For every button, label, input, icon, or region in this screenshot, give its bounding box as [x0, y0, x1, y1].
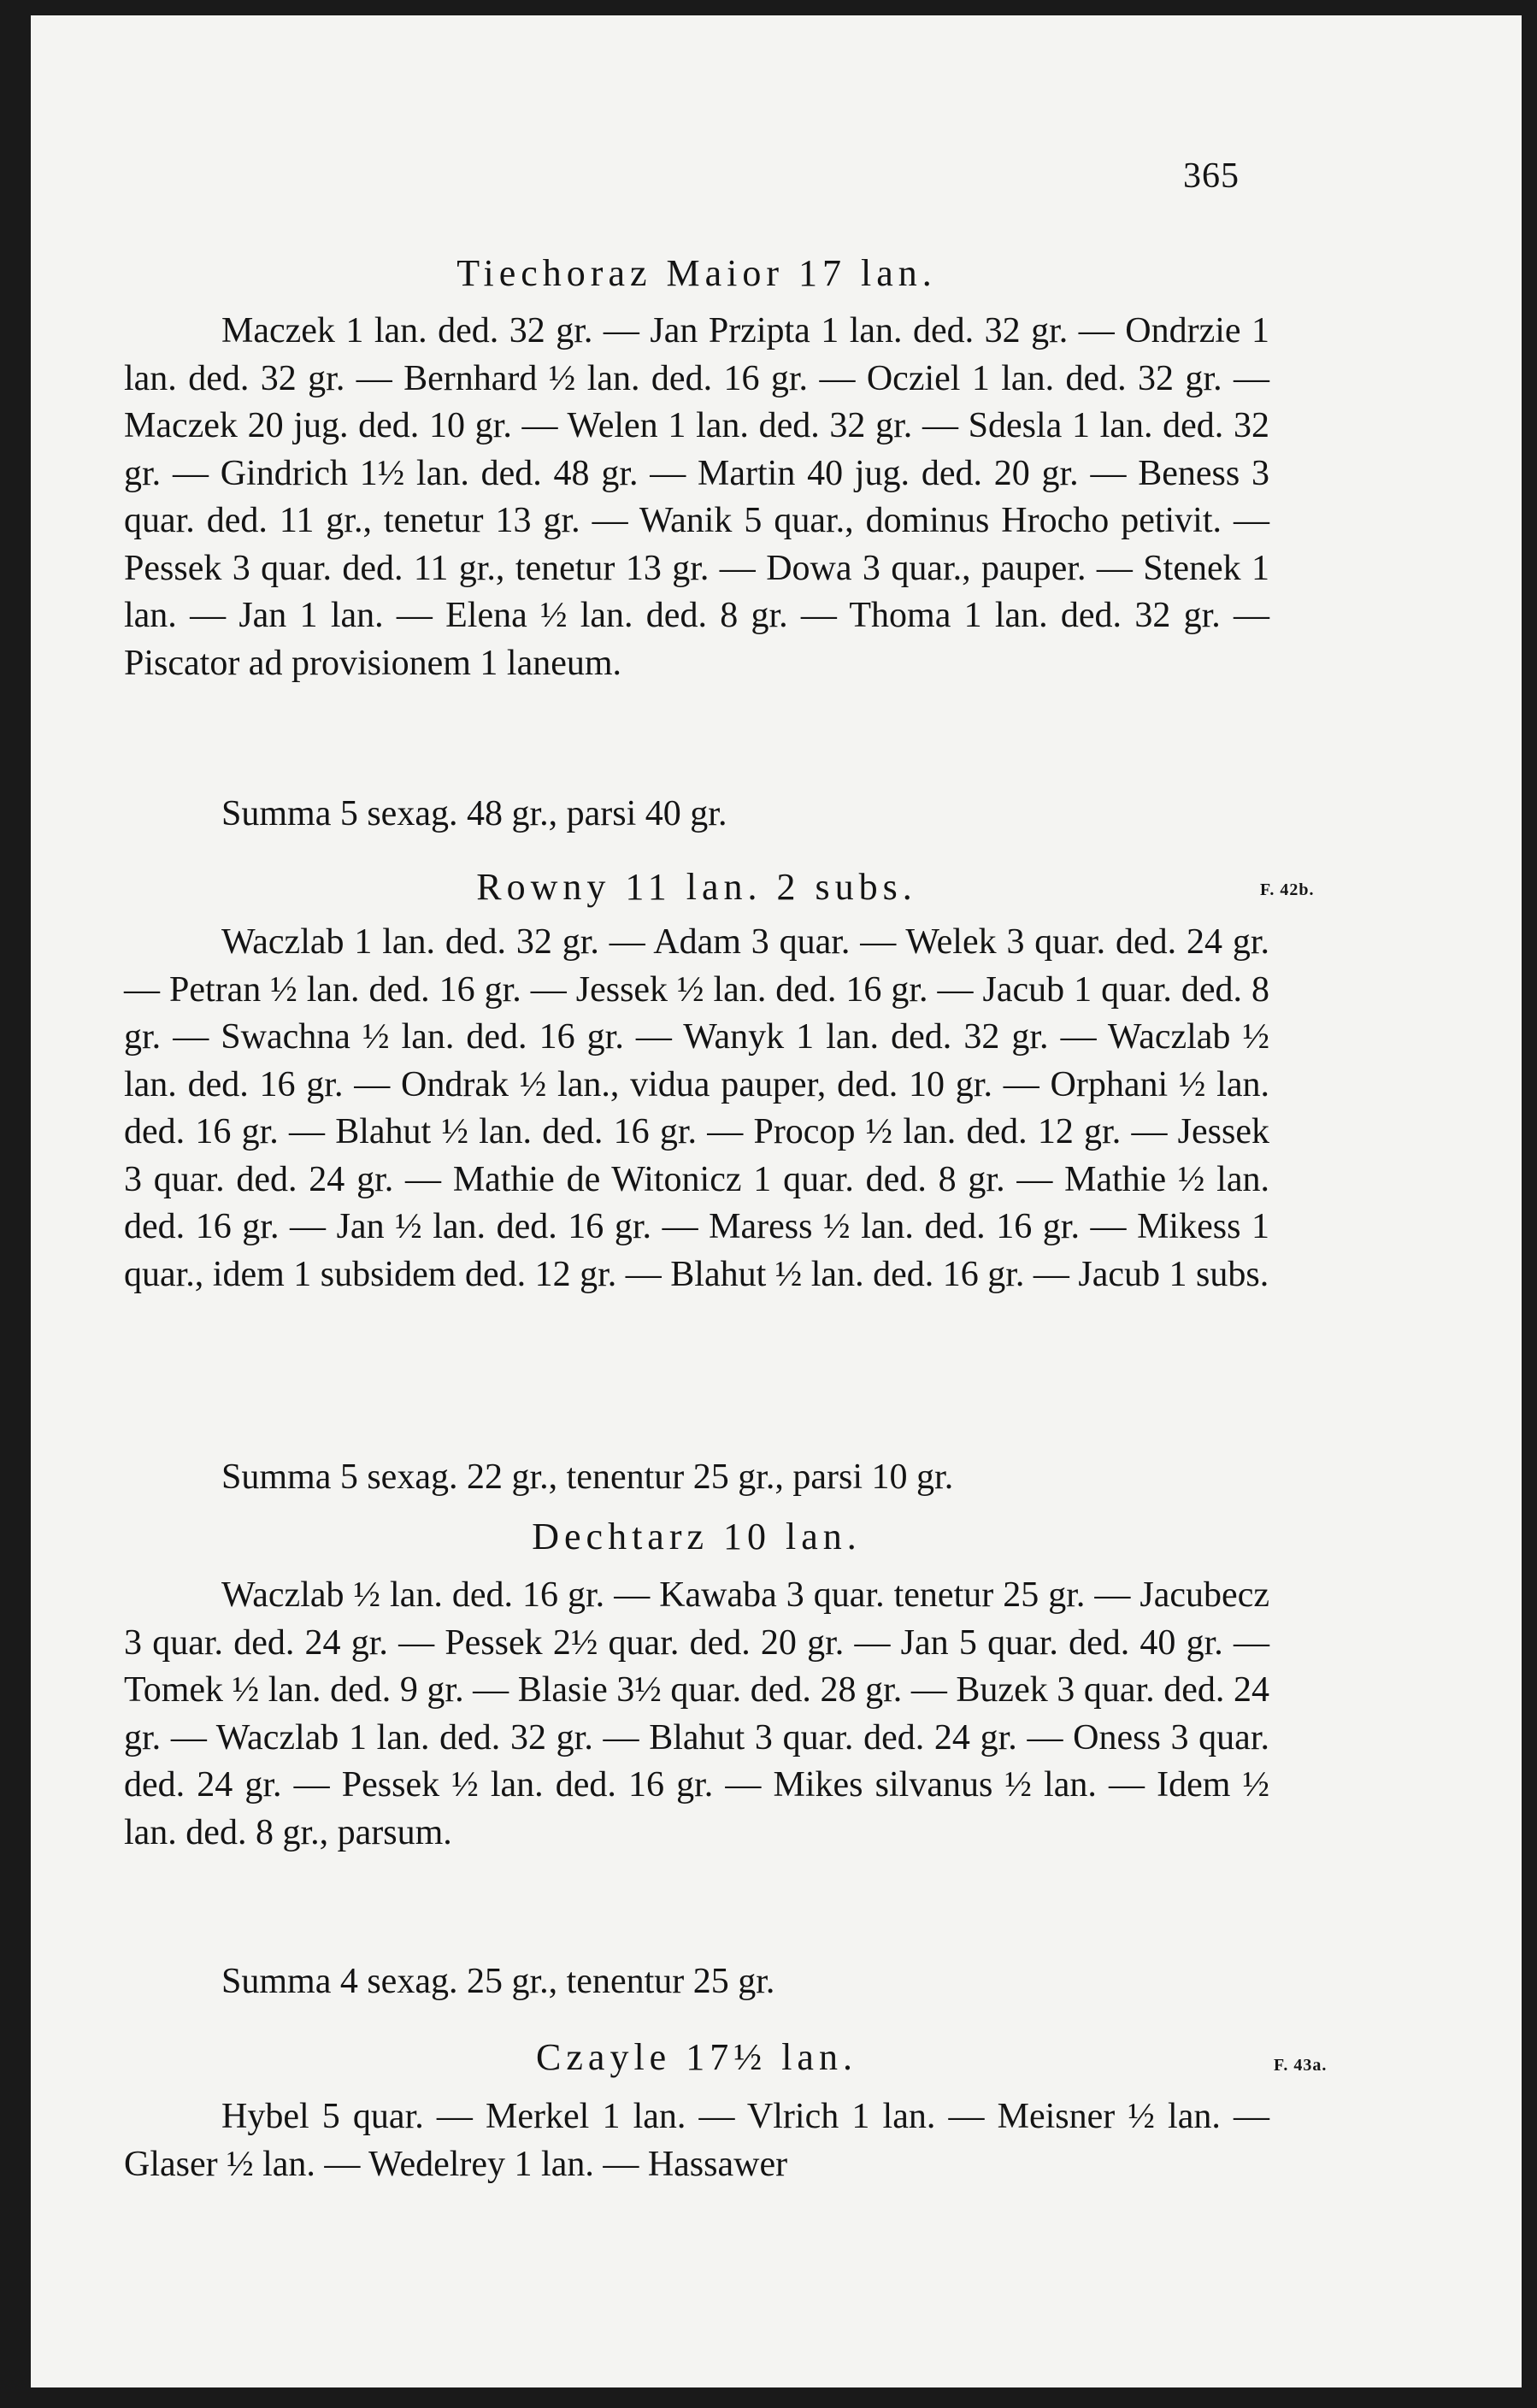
section-summa-tiechoraz: Summa 5 sexag. 48 gr., parsi 40 gr. — [221, 794, 727, 833]
section-heading-tiechoraz: Tiechoraz Maior 17 lan. — [456, 252, 937, 294]
section-body-czayle: Hybel 5 quar. — Merkel 1 lan. — Vlrich 1 lan. — Meisner ½ lan. — Glaser ½ lan. — Wedelrey 1 lan. — Hassawer — [124, 2097, 1269, 2184]
scan-border-bottom — [0, 2387, 1537, 2408]
section-body-rowny: Waczlab 1 lan. ded. 32 gr. — Adam 3 quar. — Welek 3 quar. ded. 24 gr. — Petran ½ lan. ded. 16 gr. — Jessek ½ lan. ded. 16 gr. — Jacub 1 quar. ded. 8 gr. — Swachna ½ lan. ded. 16 gr. — Wanyk 1 lan. ded. 32 gr. — Waczlab ½ lan. ded. 16 gr. — Ondrak ½ lan., vidua pauper, ded. 10 gr. — Orphani ½ lan. ded. 16 gr. — Blahut ½ lan. ded. 16 gr. — Procop ½ lan. ded. 12 gr. — Jessek 3 quar. ded. 24 gr. — Mathie de Witonicz 1 quar. ded. 8 gr. — Mathie ½ lan. ded. 16 gr. — Jan ½ lan. ded. 16 gr. — Maress ½ lan. ded. 16 gr. — Mikess 1 quar., idem 1 subsidem ded. 12 gr. — Blahut ½ lan. ded. 16 gr. — Jacub 1 subs. — [124, 922, 1269, 1294]
section-summa-rowny: Summa 5 sexag. 22 gr., tenentur 25 gr., parsi 10 gr. — [221, 1457, 954, 1497]
folio-marker-czayle: F. 43a. — [1274, 2056, 1328, 2075]
section-heading-rowny: Rowny 11 lan. 2 subs. — [476, 866, 917, 908]
page-number: 365 — [1183, 156, 1240, 196]
section-body-tiechoraz: Maczek 1 lan. ded. 32 gr. — Jan Przipta 1 lan. ded. 32 gr. — Ondrzie 1 lan. ded. 32 gr. — Bernhard ½ lan. ded. 16 gr. — Ocziel 1 lan. ded. 32 gr. — Maczek 20 jug. ded. 10 gr. — Welen 1 lan. ded. 32 gr. — Sdesla 1 lan. ded. 32 gr. — Gindrich 1½ lan. ded. 48 gr. — Martin 40 jug. ded. 20 gr. — Beness 3 quar. ded. 11 gr., tenetur 13 gr. — Wanik 5 quar., dominus Hrocho petivit. — Pessek 3 quar. ded. 11 gr., tenetur 13 gr. — Dowa 3 quar., pauper. — Stenek 1 lan. — Jan 1 lan. — Elena ½ lan. ded. 8 gr. — Thoma 1 lan. ded. 32 gr. — Piscator ad provisionem 1 laneum. — [124, 311, 1269, 683]
section-body-dechtarz: Waczlab ½ lan. ded. 16 gr. — Kawaba 3 quar. tenetur 25 gr. — Jacubecz 3 quar. ded. 24 gr. — Pessek 2½ quar. ded. 20 gr. — Jan 5 quar. ded. 40 gr. — Tomek ½ lan. ded. 9 gr. — Blasie 3½ quar. ded. 28 gr. — Buzek 3 quar. ded. 24 gr. — Waczlab 1 lan. ded. 32 gr. — Blahut 3 quar. ded. 24 gr. — Oness 3 quar. ded. 24 gr. — Pessek ½ lan. ded. 16 gr. — Mikes silvanus ½ lan. — Idem ½ lan. ded. 8 gr., parsum. — [124, 1575, 1269, 1852]
section-heading-dechtarz: Dechtarz 10 lan. — [532, 1516, 862, 1557]
scan-border-left — [0, 0, 31, 2408]
folio-marker-rowny: F. 42b. — [1260, 880, 1315, 899]
scan-border-right — [1522, 0, 1537, 2408]
scan-border-top — [0, 0, 1537, 15]
section-summa-dechtarz: Summa 4 sexag. 25 gr., tenentur 25 gr. — [221, 1962, 775, 2001]
section-heading-czayle: Czayle 17½ lan. — [536, 2036, 857, 2078]
